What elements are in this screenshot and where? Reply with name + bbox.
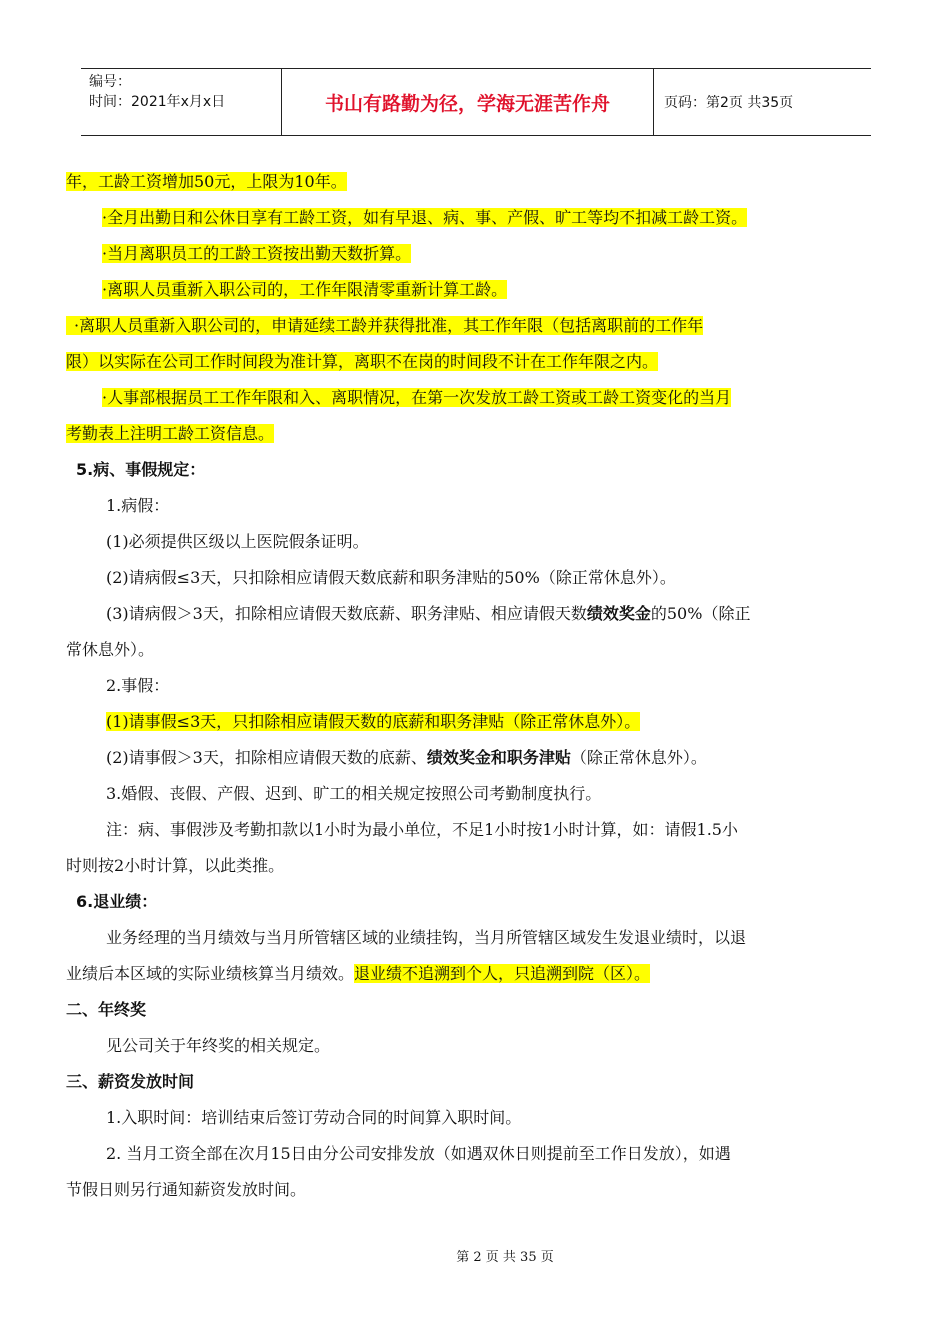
paragraph-continuation: 节假日则另行通知薪资发放时间。	[66, 1180, 307, 1199]
bullet-paragraph: ·人事部根据员工工作年限和入、离职情况，在第一次发放工龄工资或工龄工资变化的当月	[102, 388, 732, 407]
list-item: (2)请病假≤3天，只扣除相应请假天数底薪和职务津贴的50%（除正常休息外）。	[106, 568, 676, 587]
number-label: 编号：	[89, 74, 131, 90]
section-heading: 6.退业绩：	[76, 892, 158, 911]
bullet-paragraph: ·全月出勤日和公休日享有工龄工资，如有早退、病、事、产假、旷工等均不扣减工龄工资。	[102, 208, 748, 227]
paragraph-continuation: 业绩后本区域的实际业绩核算当月绩效。退业绩不追溯到个人，只追溯到院（区）。	[66, 964, 651, 983]
section-heading: 二、年终奖	[66, 1000, 147, 1019]
motto-text: 书山有路勤为径，学海无涯苦作舟	[324, 92, 610, 115]
document-header	[81, 68, 871, 136]
section-heading: 三、薪资发放时间	[66, 1072, 195, 1091]
subsection-title: 2.事假：	[106, 676, 170, 695]
list-item: (2)请事假＞3天，扣除相应请假天数的底薪、绩效奖金和职务津贴（除正常休息外）。	[106, 748, 707, 767]
section-heading: 5.病、事假规定：	[76, 460, 206, 479]
note-paragraph: 注：病、事假涉及考勤扣款以1小时为最小单位，不足1小时按1小时计算，如：请假1.5小	[106, 820, 738, 839]
paragraph-continuation: 时则按2小时计算，以此类推。	[66, 856, 285, 875]
footer-page-number: 第 2 页 共 35 页	[456, 1250, 554, 1265]
time-label: 时间：2021年x月x日	[89, 94, 226, 110]
paragraph: 见公司关于年终奖的相关规定。	[106, 1036, 331, 1055]
bullet-paragraph: ·离职人员重新入职公司的，申请延续工龄并获得批准，其工作年限（包括离职前的工作年	[66, 308, 886, 344]
header-meta	[81, 69, 282, 135]
paragraph: 年，工龄工资增加50元，上限为10年。	[66, 172, 347, 191]
list-item: 1.入职时间：培训结束后签订劳动合同的时间算入职时间。	[106, 1108, 522, 1127]
header-motto	[282, 69, 654, 135]
paragraph: 业务经理的当月绩效与当月所管辖区域的业绩挂钩，当月所管辖区域发生发退业绩时，以退	[106, 928, 747, 947]
page-footer	[0, 1246, 950, 1265]
list-item: (3)请病假＞3天，扣除相应请假天数底薪、职务津贴、相应请假天数绩效奖金的50%（除正	[106, 604, 751, 623]
document-body	[66, 164, 886, 1208]
bullet-paragraph: ·离职人员重新入职公司的，工作年限清零重新计算工龄。	[102, 280, 508, 299]
list-item: (1)必须提供区级以上医院假条证明。	[106, 532, 369, 551]
subsection-title: 1.病假：	[106, 496, 170, 515]
list-item: (1)请事假≤3天，只扣除相应请假天数的底薪和职务津贴（除正常休息外）。	[106, 712, 641, 731]
paragraph-continuation: 限）以实际在公司工作时间段为准计算，离职不在岗的时间段不计在工作年限之内。	[66, 352, 659, 371]
paragraph-continuation: 考勤表上注明工龄工资信息。	[66, 424, 275, 443]
bullet-paragraph: ·当月离职员工的工龄工资按出勤天数折算。	[102, 244, 412, 263]
page-info-text: 页码：第2页 共35页	[664, 95, 794, 111]
list-item: 2. 当月工资全部在次月15日由分公司安排发放（如遇双休日则提前至工作日发放），如遇	[106, 1144, 731, 1163]
list-item: 3.婚假、丧假、产假、迟到、旷工的相关规定按照公司考勤制度执行。	[106, 784, 602, 803]
paragraph-continuation: 常休息外）。	[66, 640, 155, 659]
header-page-info	[654, 69, 871, 135]
